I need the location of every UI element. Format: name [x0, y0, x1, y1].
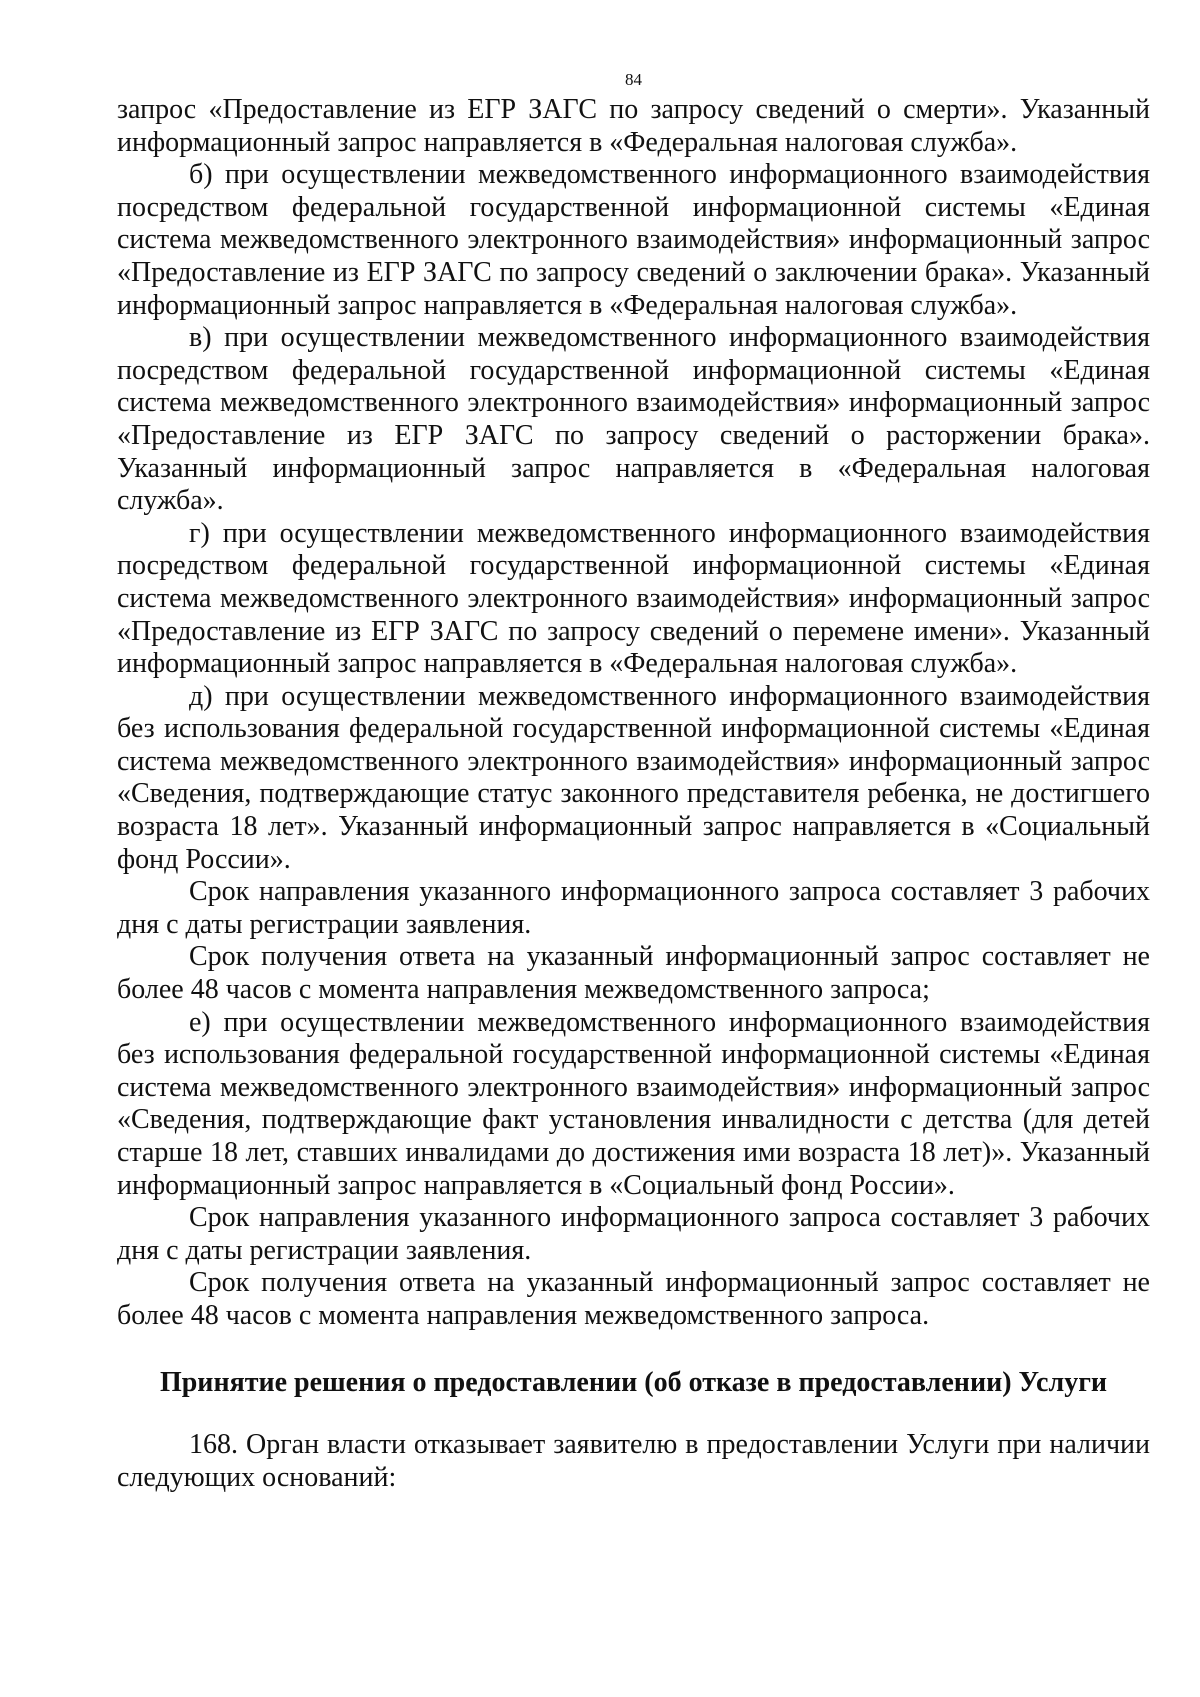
- body-text-bottom: [117, 1429, 1150, 1494]
- paragraph-response-deadline-2: Срок получения ответа на указанный информационный запрос составляет не более 48 часов с момента направления межведомственного запроса.: [117, 1267, 1150, 1331]
- paragraph-response-deadline-1: Срок получения ответа на указанный информационный запрос составляет не более 48 часов с момента направления межведомственного запроса;: [117, 941, 1150, 1006]
- page-number: 84: [625, 70, 642, 89]
- paragraph-request-deadline-2: Срок направления указанного информационного запроса составляет 3 рабочих дня с даты регистрации заявления.: [117, 1202, 1150, 1266]
- section-heading: Принятие решения о предоставлении (об отказе в предоставлении) Услуги: [159, 1366, 1108, 1398]
- paragraph-request-deadline-1: Срок направления указанного информационного запроса составляет 3 рабочих дня с даты регистрации заявления.: [117, 876, 1150, 940]
- paragraph-v-divorce-record: в) при осуществлении межведомственного информационного взаимодействия посредством федеральной государственной информационной системы «Единая система межведомственного электронного взаимодействия» информационный запрос «Предоставление из ЕГР ЗАГС по запросу сведений о расторжении брака». Указанный информационный запрос направляется в «Федеральная налоговая служба».: [117, 322, 1150, 517]
- paragraph-g-name-change-record: г) при осуществлении межведомственного информационного взаимодействия посредством федеральной государственной информационной системы «Единая система межведомственного электронного взаимодействия» информационный запрос «Предоставление из ЕГР ЗАГС по запросу сведений о перемене имени». Указанный информационный запрос направляется в «Федеральная налоговая служба».: [117, 517, 1150, 680]
- paragraph-168-refusal-grounds: 168. Орган власти отказывает заявителю в предоставлении Услуги при наличии следующих оснований:: [117, 1429, 1150, 1493]
- body-text-top: [117, 94, 1150, 1333]
- paragraph-b-marriage-record: б) при осуществлении межведомственного информационного взаимодействия посредством федеральной государственной информационной системы «Единая система межведомственного электронного взаимодействия» информационный запрос «Предоставление из ЕГР ЗАГС по запросу сведений о заключении брака». Указанный информационный запрос направляется в «Федеральная налоговая служба».: [117, 159, 1150, 321]
- paragraph-continuation-death-record: запрос «Предоставление из ЕГР ЗАГС по запросу сведений о смерти». Указанный информационный запрос направляется в «Федеральная налоговая служба».: [117, 94, 1150, 158]
- paragraph-e-disability-record: е) при осуществлении межведомственного информационного взаимодействия без использования федеральной государственной информационной системы «Единая система межведомственного электронного взаимодействия» информационный запрос «Сведения, подтверждающие факт установления инвалидности с детства (для детей старше 18 лет, ставших инвалидами до достижения ими возраста 18 лет)». Указанный информационный запрос направляется в «Социальный фонд России».: [117, 1006, 1150, 1201]
- paragraph-d-legal-representative: д) при осуществлении межведомственного информационного взаимодействия без использования федеральной государственной информационной системы «Единая система межведомственного электронного взаимодействия» информационный запрос «Сведения, подтверждающие статус законного представителя ребенка, не достигшего возраста 18 лет». Указанный информационный запрос направляется в «Социальный фонд России».: [117, 680, 1150, 875]
